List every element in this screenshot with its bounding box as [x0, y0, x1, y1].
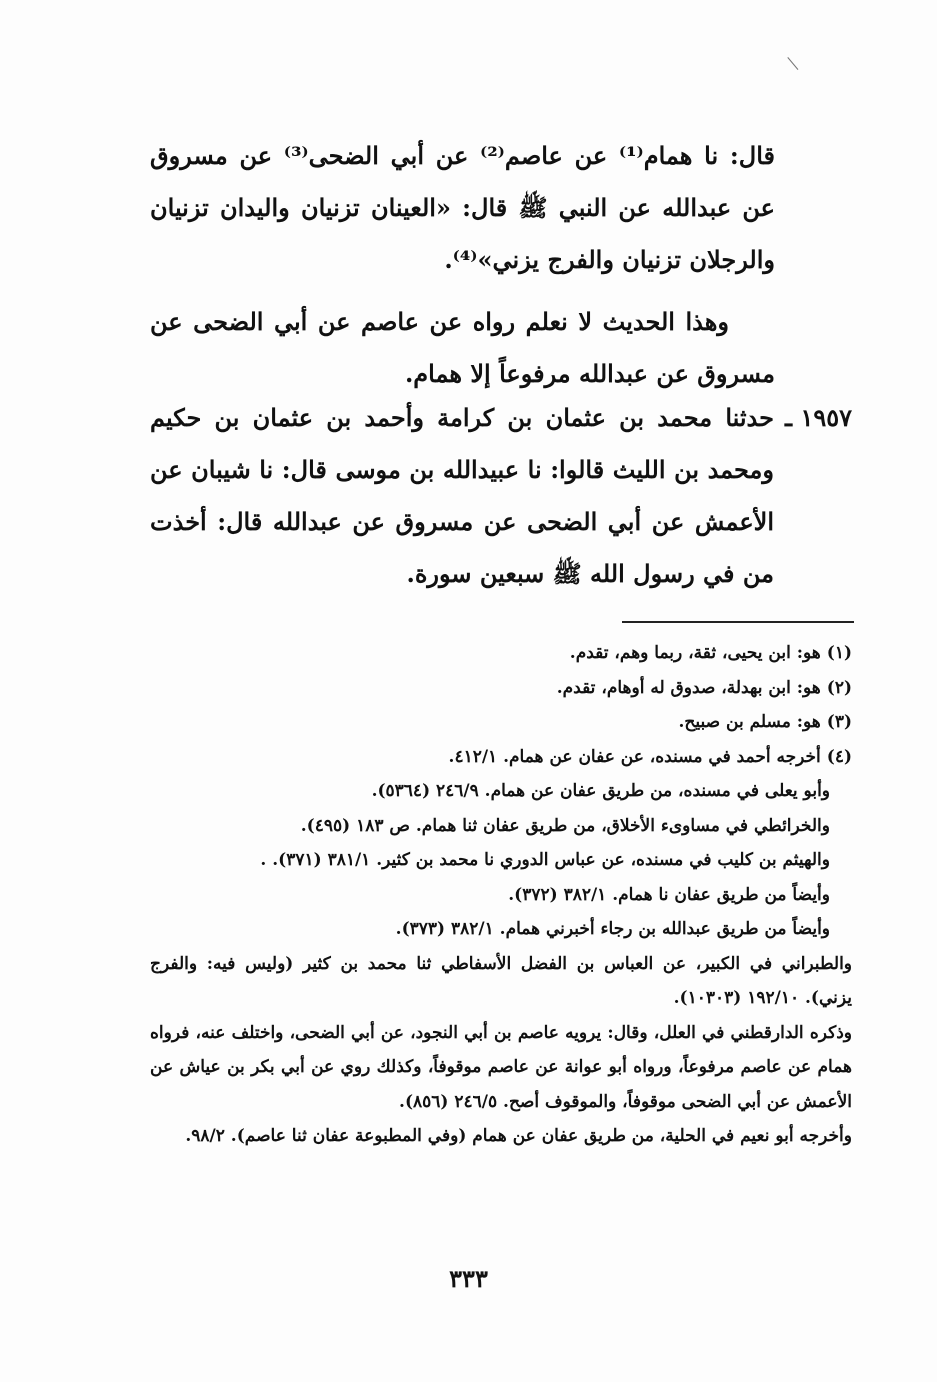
footnote-4-line: وأخرجه أبو نعيم في الحلية، من طريق عفان عن همام (وفي المطبوعة عفان ثنا عاصم). ٩٨/٢.	[185, 1126, 852, 1146]
footnote-4-line: وذكره الدارقطني في العلل، وقال: يرويه عاصم بن أبي النجود، عن أبي الضحى، واختلف عنه، فرواه همام عن عاصم مرفوعاً، ورواه أبو عوانة عن عاصم موقوفاً، وكذلك روي عن أبي بكر بن عياش عن الأعمش عن أبي الضحى موقوفاً، والموقوف أصح. ٢٤٦/٥ (٨٥٦).	[150, 1022, 852, 1112]
scan-mark	[777, 57, 799, 79]
footnote-mark: (٢)	[826, 677, 852, 698]
footnote-mark: (٤)	[826, 746, 852, 767]
footnote-text: هو: مسلم بن صبيح.	[678, 712, 821, 732]
footnote-2	[150, 671, 852, 706]
footnote-text: هو: ابن بهدلة، صدوق له أوهام، تقدم.	[556, 677, 821, 698]
footnote-4-line: والخرائطي في مساوىء الأخلاق، من طريق عفان ثنا همام. ص ١٨٣ (٤٩٥).	[300, 815, 830, 836]
footnote-4-line: والطبراني في الكبير، عن العباس بن الفضل الأسفاطي ثنا محمد بن كثير (وليس فيه: والفرج يزني). ١٩٢/١٠ (١٠٣٠٣).	[150, 953, 852, 1008]
footnote-text: هو: ابن يحيى، ثقة، ربما وهم، تقدم.	[569, 643, 821, 663]
paragraph-2: وهذا الحديث لا نعلم رواه عن عاصم عن أبي الضحى عن مسروق عن عبدالله مرفوعاً إلا همام.	[150, 307, 775, 388]
footnote-3	[150, 705, 852, 740]
footnote-4-line: والهيثم بن كليب في مسنده، عن عباس الدوري نا محمد بن كثير. ٣٨١/١ (٣٧١). .	[260, 850, 830, 870]
hadith-number: ١٩٥٧ ـ	[785, 403, 852, 432]
footnote-text: أخرجه أحمد في مسنده، عن عفان عن همام. ٤١٢/١.	[448, 746, 821, 767]
footnote-4	[150, 740, 852, 775]
footnote-1	[150, 636, 852, 671]
main-text	[150, 130, 775, 410]
footnote-mark: (٣)	[826, 712, 852, 732]
footnote-4-line: وأبو يعلى في مسنده، من طريق عفان عن همام. ٢٤٦/٩ (٥٣٦٤).	[371, 781, 830, 801]
footnote-4-line: وأيضاً من طريق عبدالله بن رجاء أخبرني همام. ٣٨٢/١ (٣٧٣).	[395, 919, 830, 939]
hadith-text: حدثنا محمد بن عثمان بن كرامة وأحمد بن عثمان بن حكيم ومحمد بن الليث قالوا: نا عبيدالله بن موسى قال: نا شيبان عن الأعمش عن أبي الضحى عن مسروق عن عبدالله قال: أخذت من في رسول الله ﷺ سبعين سورة.	[150, 403, 774, 588]
footnote-divider	[622, 621, 854, 623]
page-number: ٣٣٣	[449, 1264, 488, 1293]
footnotes	[150, 636, 852, 1154]
footnote-4-line: وأيضاً من طريق عفان نا همام. ٣٨٢/١ (٣٧٢).	[508, 884, 830, 905]
hadith-1957	[150, 392, 852, 600]
paragraph-1: قال: نا همام⁽¹⁾ عن عاصم⁽²⁾ عن أبي الضحى⁽³⁾ عن مسروق عن عبدالله عن النبي ﷺ قال: «العينان تزنيان واليدان تزنيان والرجلان تزنيان والفرج يزني»⁽⁴⁾.	[150, 141, 775, 274]
footnote-mark: (١)	[826, 643, 852, 663]
